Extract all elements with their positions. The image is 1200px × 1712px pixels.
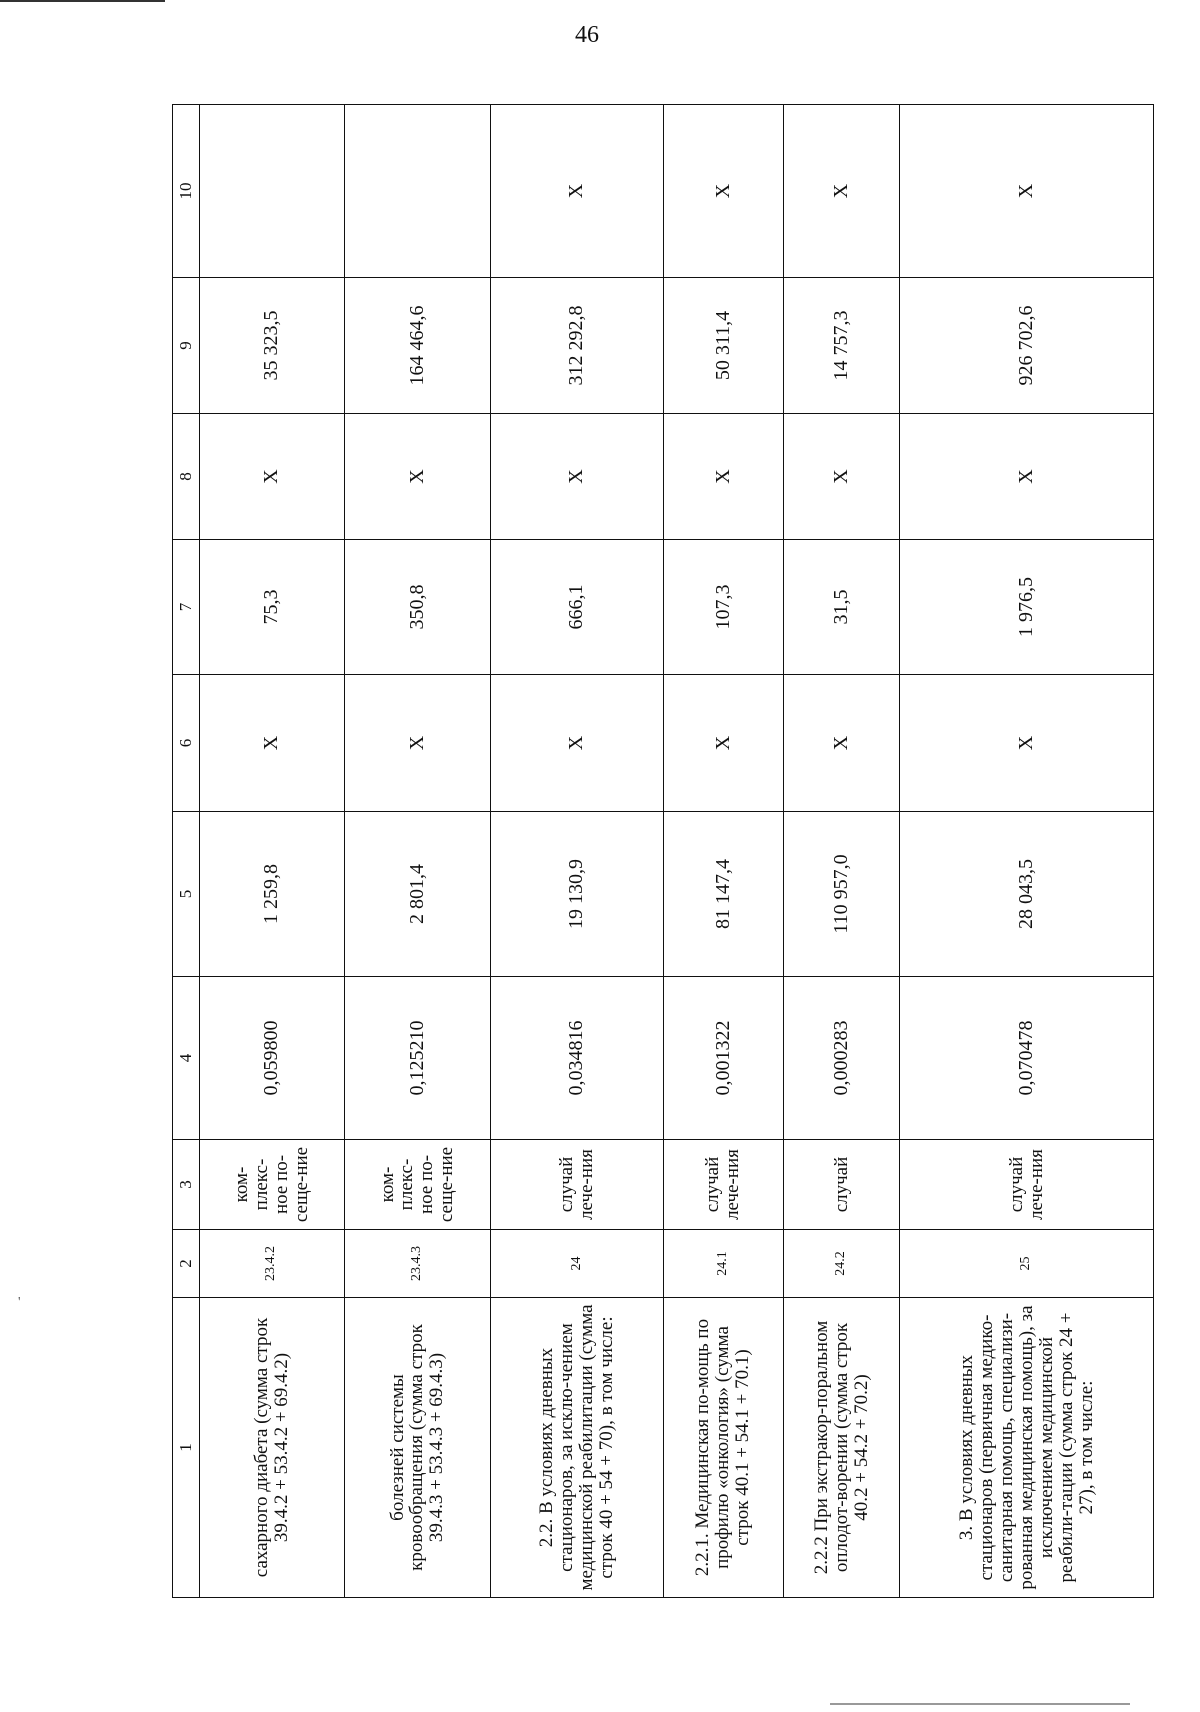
col-header: 1 bbox=[173, 1298, 200, 1598]
cell-c6: Х bbox=[663, 675, 783, 812]
cell-c7: 350,8 bbox=[344, 540, 491, 675]
col-header: 4 bbox=[173, 977, 200, 1140]
col-header: 7 bbox=[173, 540, 200, 675]
row-name: сахарного диабета (сумма строк 39.4.2 + 53.4.2 + 69.4.2) bbox=[200, 1298, 345, 1598]
cell-c4: 0,000283 bbox=[783, 977, 900, 1140]
cell-c6: Х bbox=[344, 675, 491, 812]
cell-c4: 0,001322 bbox=[663, 977, 783, 1140]
cell-c10 bbox=[344, 105, 491, 278]
cell-c7: 75,3 bbox=[200, 540, 345, 675]
col-header: 10 bbox=[173, 105, 200, 278]
cell-c8: Х bbox=[900, 414, 1154, 540]
cell-c7: 1 976,5 bbox=[900, 540, 1154, 675]
cell-c4: 0,059800 bbox=[200, 977, 345, 1140]
cell-c6: Х bbox=[200, 675, 345, 812]
table-row bbox=[663, 105, 783, 1598]
cell-c4: 0,034816 bbox=[491, 977, 663, 1140]
row-code: 25 bbox=[900, 1230, 1154, 1298]
col-header: 9 bbox=[173, 278, 200, 414]
col-header: 2 bbox=[173, 1230, 200, 1298]
row-code: 24.2 bbox=[783, 1230, 900, 1298]
cell-c8: Х bbox=[344, 414, 491, 540]
bottom-rule bbox=[830, 1703, 1130, 1705]
table-row bbox=[491, 105, 663, 1598]
stray-mark: ' bbox=[18, 1295, 21, 1310]
row-code: 23.4.3 bbox=[344, 1230, 491, 1298]
row-code: 24.1 bbox=[663, 1230, 783, 1298]
cell-c5: 2 801,4 bbox=[344, 812, 491, 977]
cell-c4: 0,125210 bbox=[344, 977, 491, 1140]
table-row bbox=[783, 105, 900, 1598]
col-header: 8 bbox=[173, 414, 200, 540]
cell-c5: 28 043,5 bbox=[900, 812, 1154, 977]
cell-c8: Х bbox=[200, 414, 345, 540]
row-unit: ком-плекс-ное по-сеще-ние bbox=[200, 1140, 345, 1230]
row-unit: случай bbox=[783, 1140, 900, 1230]
row-code: 24 bbox=[491, 1230, 663, 1298]
row-code: 23.4.2 bbox=[200, 1230, 345, 1298]
cell-c10: Х bbox=[491, 105, 663, 278]
cell-c8: Х bbox=[783, 414, 900, 540]
cell-c8: Х bbox=[663, 414, 783, 540]
col-header: 5 bbox=[173, 812, 200, 977]
row-unit: случай лече-ния bbox=[491, 1140, 663, 1230]
cell-c5: 110 957,0 bbox=[783, 812, 900, 977]
cell-c10 bbox=[200, 105, 345, 278]
row-unit: случай лече-ния bbox=[663, 1140, 783, 1230]
cell-c9: 926 702,6 bbox=[900, 278, 1154, 414]
row-name: 3. В условиях дневных стационаров (первичная медико-санитарная помощь, специализи-рованная медицинская помощь), за исключением медицинской реабили-тации (сумма строк 24 + 27), в том числе: bbox=[900, 1298, 1154, 1598]
cell-c8: Х bbox=[491, 414, 663, 540]
cell-c7: 666,1 bbox=[491, 540, 663, 675]
cell-c9: 35 323,5 bbox=[200, 278, 345, 414]
row-name: 2.2.2 При экстракор-поральном оплодот-ворении (сумма строк 40.2 + 54.2 + 70.2) bbox=[783, 1298, 900, 1598]
cell-c9: 164 464,6 bbox=[344, 278, 491, 414]
cell-c9: 50 311,4 bbox=[663, 278, 783, 414]
cell-c9: 312 292,8 bbox=[491, 278, 663, 414]
table-row bbox=[200, 105, 345, 1598]
cell-c4: 0,070478 bbox=[900, 977, 1154, 1140]
col-header: 6 bbox=[173, 675, 200, 812]
cell-c10: Х bbox=[783, 105, 900, 278]
top-rule bbox=[0, 0, 165, 2]
cell-c5: 1 259,8 bbox=[200, 812, 345, 977]
row-unit: случай лече-ния bbox=[900, 1140, 1154, 1230]
cell-c7: 31,5 bbox=[783, 540, 900, 675]
page-number: 46 bbox=[575, 22, 599, 48]
cell-c9: 14 757,3 bbox=[783, 278, 900, 414]
header-row bbox=[173, 105, 200, 1598]
cell-c6: Х bbox=[783, 675, 900, 812]
cell-c7: 107,3 bbox=[663, 540, 783, 675]
col-header: 3 bbox=[173, 1140, 200, 1230]
table-row bbox=[344, 105, 491, 1598]
row-name: 2.2.1. Медицинская по-мощь по профилю «онкология» (сумма строк 40.1 + 54.1 + 70.1) bbox=[663, 1298, 783, 1598]
table-row bbox=[900, 105, 1154, 1598]
data-table bbox=[172, 104, 1154, 1598]
cell-c10: Х bbox=[900, 105, 1154, 278]
cell-c6: Х bbox=[900, 675, 1154, 812]
cell-c6: Х bbox=[491, 675, 663, 812]
cell-c10: Х bbox=[663, 105, 783, 278]
row-unit: ком-плекс-ное по-сеще-ние bbox=[344, 1140, 491, 1230]
row-name: 2.2. В условиях дневных стационаров, за исклю-чением медицинской реабилитации (сумма строк 40 + 54 + 70), в том числе: bbox=[491, 1298, 663, 1598]
rotated-table-container bbox=[172, 105, 1154, 1598]
cell-c5: 81 147,4 bbox=[663, 812, 783, 977]
row-name: болезней системы кровообращения (сумма строк 39.4.3 + 53.4.3 + 69.4.3) bbox=[344, 1298, 491, 1598]
cell-c5: 19 130,9 bbox=[491, 812, 663, 977]
